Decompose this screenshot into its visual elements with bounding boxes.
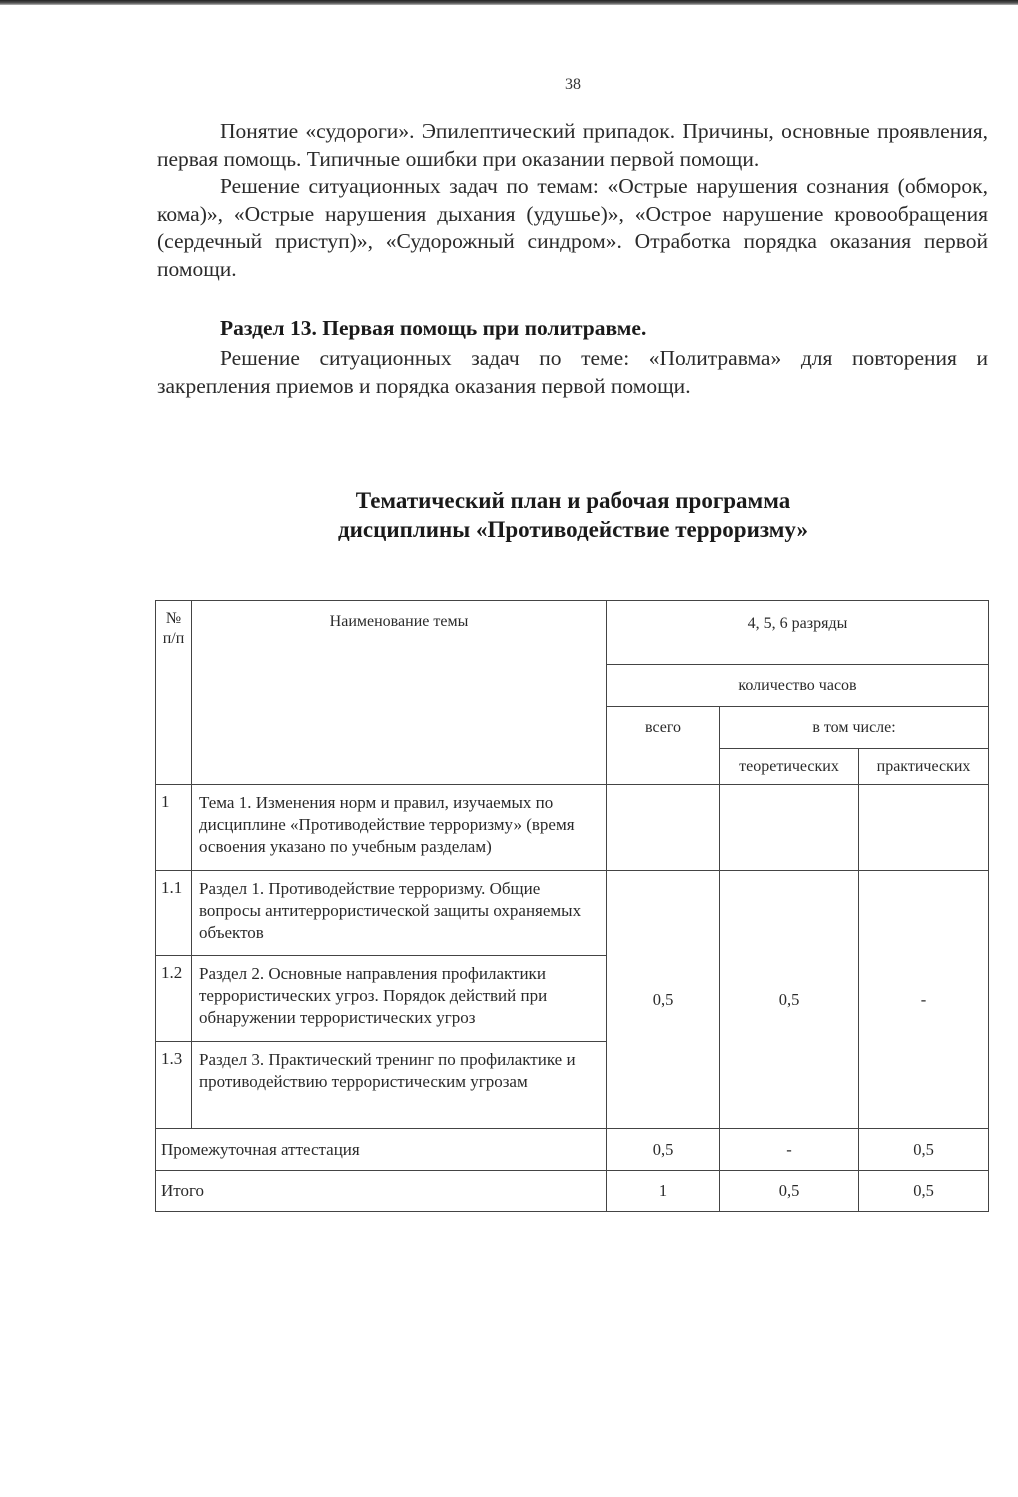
paragraph-situational-tasks: Решение ситуационных задач по темам: «Острые нарушения сознания (обморок, кома)», «Острые нарушения дыхания (удушье)», «Острое нарушение кровообращения (сердечный приступ)», «Судорожный синдром». Отработка порядка оказания первой помощи. [157,174,988,281]
row-topic-name: Тема 1. Изменения норм и правил, изучаемых по дисциплине «Противодействие терроризму» (время освоения указано по учебным разделам) [192,785,607,871]
summary-theory: 0,5 [720,1171,859,1212]
summary-practice: 0,5 [859,1171,989,1212]
row-num: 1.1 [156,871,192,956]
merged-total-hours: 0,5 [607,871,720,1129]
header-num: № п/п [156,601,192,785]
page-number: 38 [565,76,581,93]
summary-label: Итого [156,1171,607,1212]
table-row [156,785,989,871]
row-topic-name: Раздел 1. Противодействие терроризму. Общие вопросы антитеррористической защиты охраняемых объектов [192,871,607,956]
section-text: Решение ситуационных задач по теме: «Политравма» для повторения и закрепления приемов и порядка оказания первой помощи. [157,346,988,398]
attestation-theory: - [720,1129,859,1171]
table-row [156,1171,989,1212]
summary-total: 1 [607,1171,720,1212]
document-title-line2: дисциплины «Противодействие терроризму» [337,517,809,542]
merged-practice-hours: - [859,871,989,1129]
row-num: 1 [156,785,192,871]
header-grades: 4, 5, 6 разряды [607,601,989,665]
row-topic-name: Раздел 3. Практический тренинг по профилактике и противодействию террористическим угрозам [192,1042,607,1129]
table-row [156,1129,989,1171]
attestation-practice: 0,5 [859,1129,989,1171]
document-title [0,486,1018,544]
section-text-block [157,345,988,400]
merged-theory-hours: 0,5 [720,871,859,1129]
header-hours: количество часов [607,665,989,707]
attestation-label: Промежуточная аттестация [156,1129,607,1171]
scan-top-edge [0,0,1018,5]
paragraph-seizures: Понятие «судороги». Эпилептический припадок. Причины, основные проявления, первая помощь. Типичные ошибки при оказании первой помощи. [157,119,988,171]
attestation-total: 0,5 [607,1129,720,1171]
thematic-plan-table [155,600,989,1212]
row-num: 1.2 [156,956,192,1042]
header-including: в том числе: [720,707,989,749]
row-total [607,785,720,871]
table-row [156,871,989,956]
header-theory: теоретических [720,749,859,785]
row-topic-name: Раздел 2. Основные направления профилактики террористических угроз. Порядок действий при обнаружении террористических угроз [192,956,607,1042]
header-total: всего [607,707,720,785]
row-practice [859,785,989,871]
header-topic-name: Наименование темы [192,601,607,785]
document-title-line1: Тематический план и рабочая программа [355,488,791,513]
section-heading: Раздел 13. Первая помощь при политравме. [220,316,647,340]
row-theory [720,785,859,871]
table-header-row [156,601,989,665]
header-practice: практических [859,749,989,785]
body-text [157,118,988,284]
row-num: 1.3 [156,1042,192,1129]
